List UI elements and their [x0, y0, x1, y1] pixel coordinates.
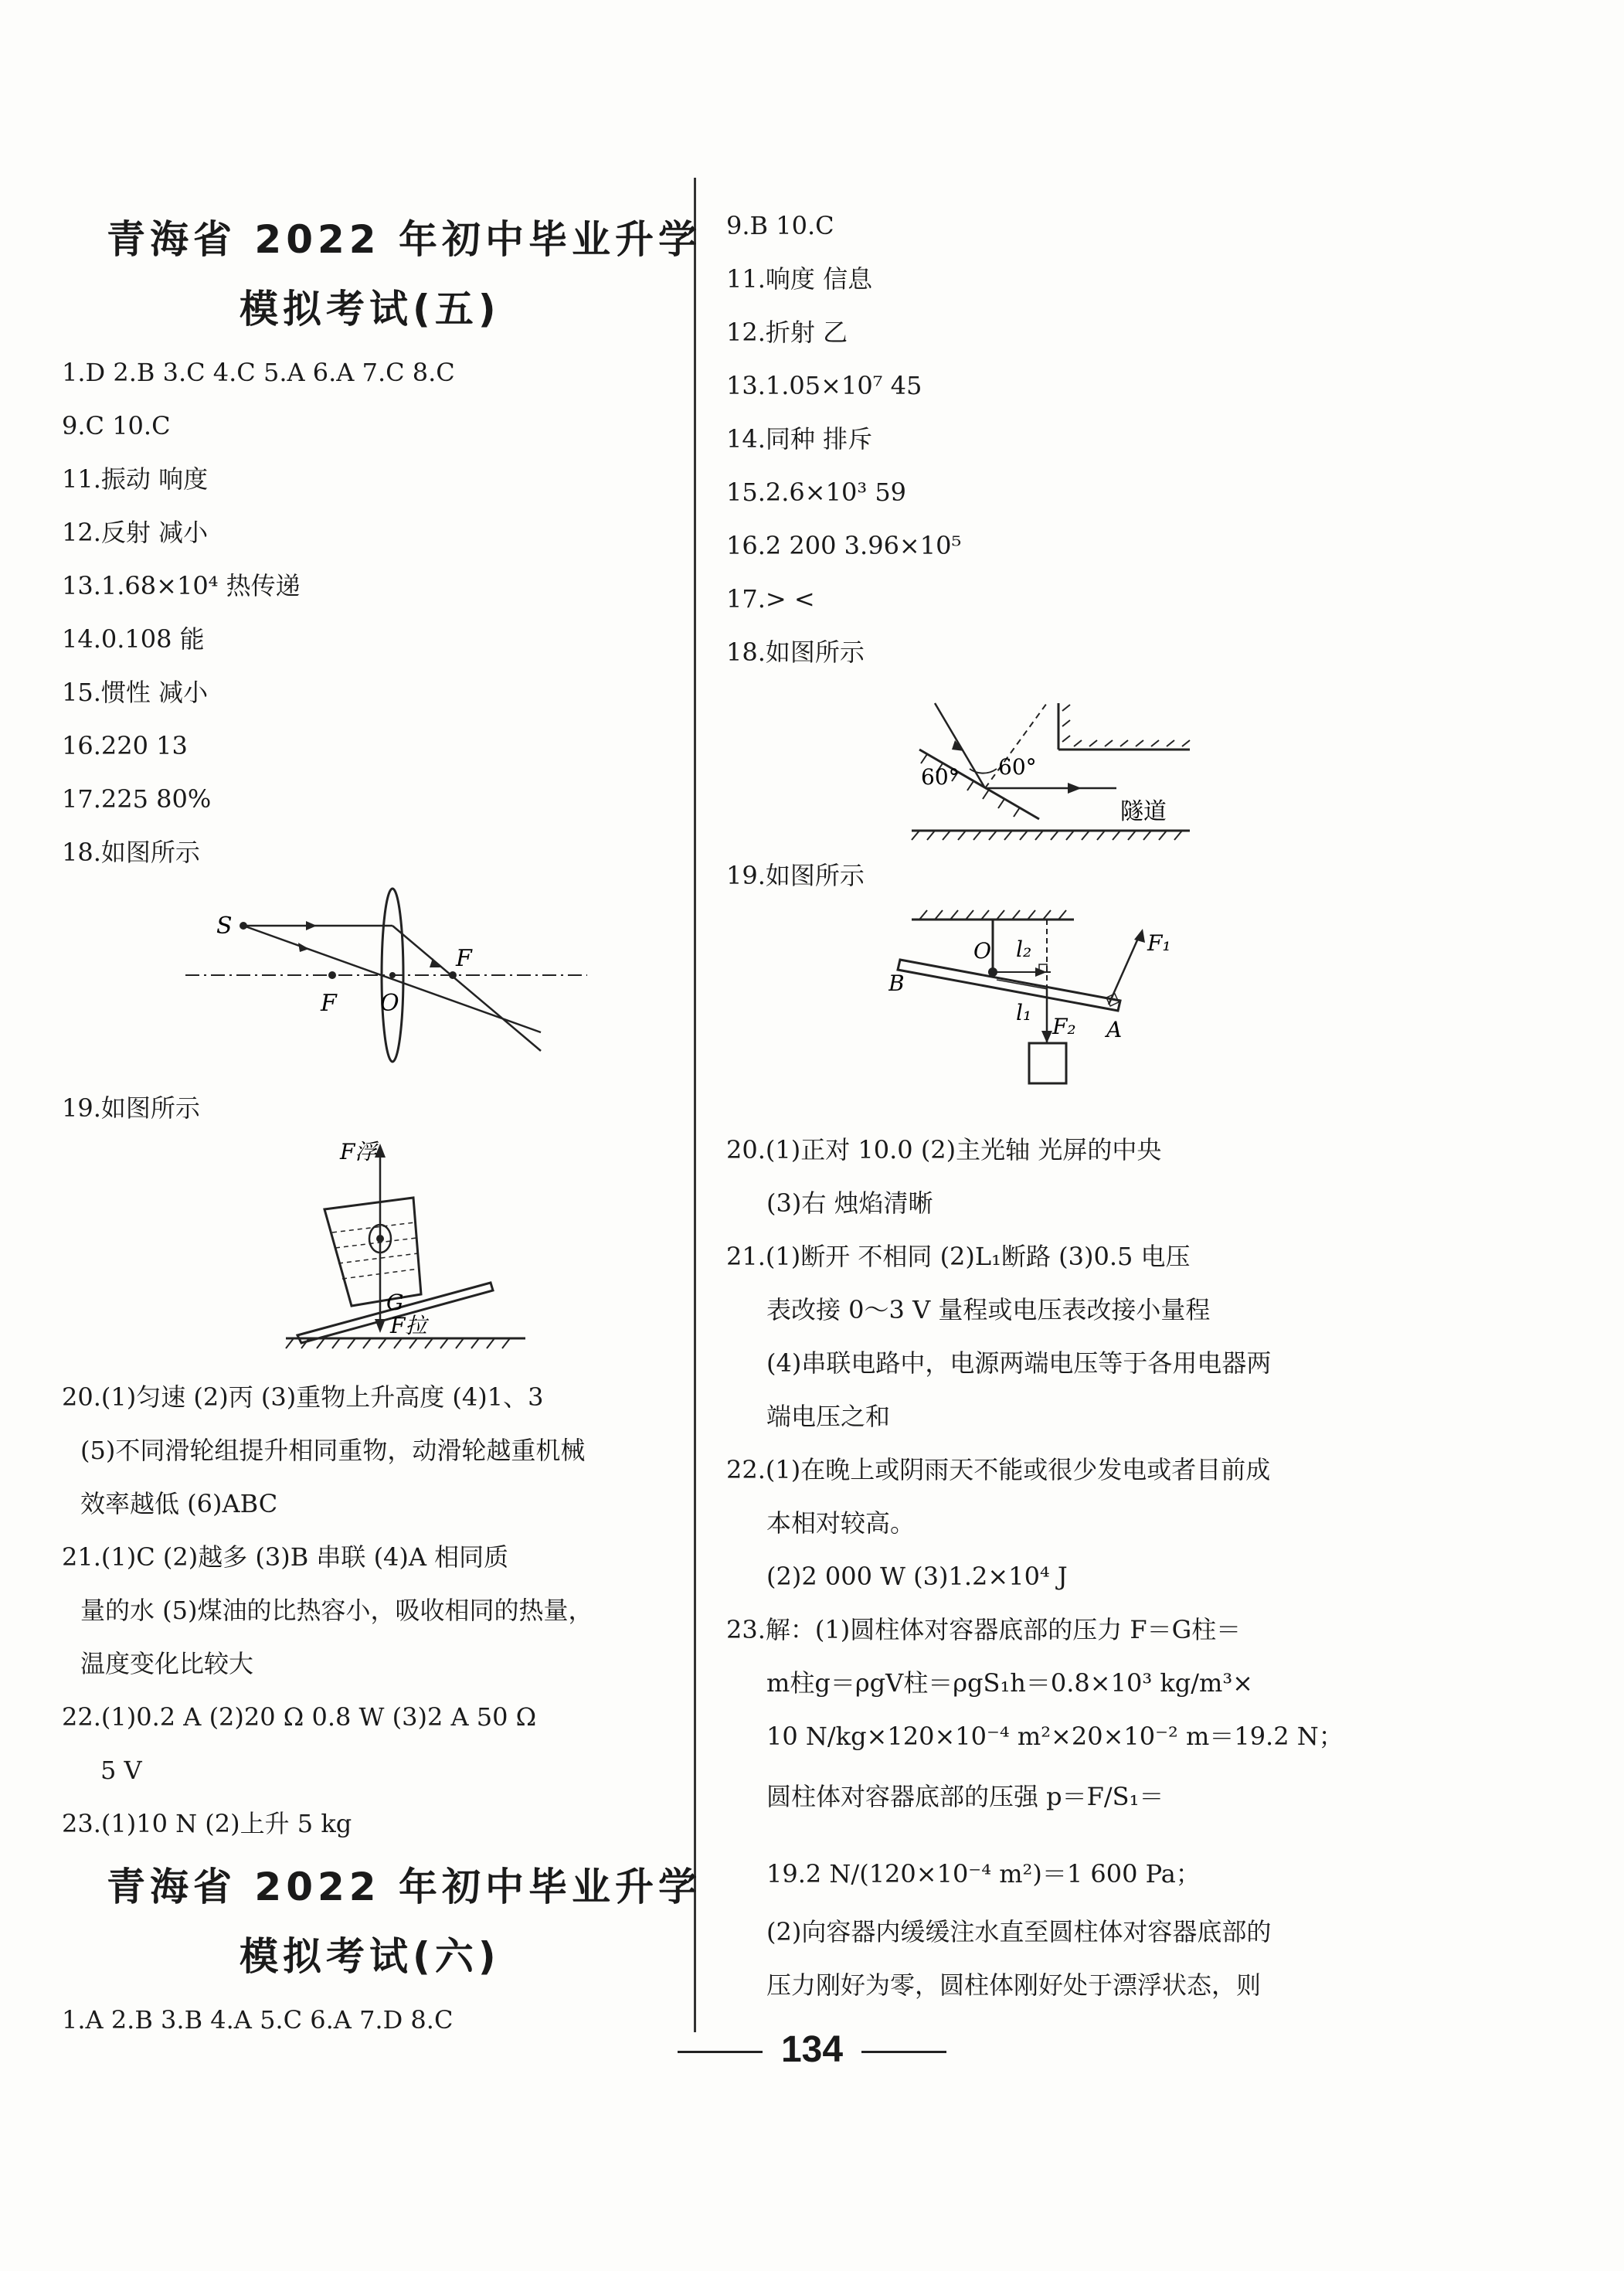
page-number	[0, 2028, 1624, 2071]
answer-line: 21.(1)断开 不相同 (2)L₁断路 (3)0.5 电压	[726, 1242, 1191, 1271]
exam-title-6-line1: 青海省 2022 年初中毕业升学	[107, 1865, 702, 1909]
exam-title-6-line2: 模拟考试(六)	[240, 1934, 501, 1979]
answer-line: 本相对较高。	[766, 1508, 916, 1538]
fig18-label-o: O	[380, 990, 399, 1017]
answer-line: 圆柱体对容器底部的压强 p＝F/S₁＝	[766, 1782, 1164, 1811]
answer-line: 18.如图所示	[62, 838, 200, 867]
column-divider	[694, 178, 696, 2032]
answer-line: 15.惯性 减小	[62, 678, 209, 707]
answer-line: 12.折射 乙	[726, 318, 848, 347]
answer-line: (2)2 000 W (3)1.2×10⁴ J	[766, 1562, 1068, 1591]
buoyancy-diagram	[278, 1136, 533, 1352]
answer-line: 效率越低 (6)ABC	[80, 1489, 278, 1518]
page-number-text: 134	[780, 2029, 844, 2070]
answer-line: 14.同种 排斥	[726, 424, 873, 454]
answer-line: (5)不同滑轮组提升相同重物，动滑轮越重机械	[80, 1436, 586, 1465]
answer-line: 温度变化比较大	[80, 1649, 254, 1678]
answer-line: 17.> <	[726, 584, 815, 614]
fig19r-label-a: A	[1106, 1017, 1123, 1042]
answer-line: 22.(1)在晚上或阴雨天不能或很少发电或者目前成	[726, 1455, 1271, 1484]
answer-line: 16.220 13	[62, 731, 188, 760]
page-number-rule-left	[678, 2051, 763, 2053]
answer-line: m柱g＝ρgV柱＝ρgS₁h＝0.8×10³ kg/m³×	[766, 1668, 1253, 1698]
answer-line: 21.(1)C (2)越多 (3)B 串联 (4)A 相同质	[62, 1542, 509, 1572]
answer-line: 16.2 200 3.96×10⁵	[726, 531, 962, 560]
fig19r-label-l2: l₂	[1016, 937, 1032, 962]
answer-line: 5 V	[100, 1756, 142, 1785]
answer-line: (4)串联电路中，电源两端电压等于各用电器两	[766, 1348, 1272, 1378]
fig19-label-g: G	[386, 1290, 404, 1315]
exam-title-5-line2: 模拟考试(五)	[240, 287, 501, 331]
answer-line: 19.如图所示	[62, 1093, 200, 1123]
page-number-rule-right	[861, 2051, 946, 2053]
fig19-label-pull: F拉	[390, 1313, 427, 1338]
fig18-label-f-left: F	[321, 990, 337, 1017]
fig19r-label-b: B	[888, 971, 905, 996]
tunnel-reflection-diagram	[904, 688, 1198, 842]
answer-line: 表改接 0～3 V 量程或电压表改接小量程	[766, 1295, 1211, 1324]
answer-line: 9.C 10.C	[62, 411, 171, 440]
fig19r-label-f2: F₂	[1052, 1014, 1076, 1039]
answer-line: 10 N/kg×120×10⁻⁴ m²×20×10⁻² m＝19.2 N；	[766, 1722, 1344, 1751]
answer-line: 13.1.05×10⁷ 45	[726, 371, 922, 400]
answer-line: 12.反射 减小	[62, 518, 209, 547]
answer-line: (2)向容器内缓缓注水直至圆柱体对容器底部的	[766, 1917, 1272, 1946]
answer-line: 19.2 N/(120×10⁻⁴ m²)＝1 600 Pa；	[766, 1859, 1201, 1889]
fig19r-label-f1: F₁	[1147, 930, 1171, 956]
answer-line: 23.解：(1)圆柱体对容器底部的压力 F＝G柱＝	[726, 1615, 1242, 1644]
lens-ray-diagram	[178, 881, 595, 1066]
answer-line: 压力刚好为零，圆柱体刚好处于漂浮状态，则	[766, 1970, 1262, 2000]
lever-diagram	[888, 904, 1182, 1105]
answer-line: 量的水 (5)煤油的比热容小，吸收相同的热量，	[80, 1596, 593, 1625]
fig19-label-float: F浮	[340, 1139, 377, 1164]
fig18r-tunnel-label: 隧道	[1120, 798, 1167, 825]
answer-line: 20.(1)匀速 (2)丙 (3)重物上升高度 (4)1、3	[62, 1382, 544, 1412]
answer-line: 20.(1)正对 10.0 (2)主光轴 光屏的中央	[726, 1135, 1162, 1164]
answer-line: 23.(1)10 N (2)上升 5 kg	[62, 1809, 352, 1838]
answer-line: 1.D 2.B 3.C 4.C 5.A 6.A 7.C 8.C	[62, 358, 455, 387]
answer-line: 18.如图所示	[726, 637, 865, 667]
answer-line: 11.振动 响度	[62, 464, 209, 494]
answer-line: 13.1.68×10⁴ 热传递	[62, 571, 301, 600]
answer-line: 9.B 10.C	[726, 211, 834, 240]
answer-line: 端电压之和	[766, 1402, 891, 1431]
fig18r-angle-right: 60°	[998, 754, 1037, 780]
fig18r-angle-left: 60°	[921, 764, 960, 790]
fig19r-label-o: O	[973, 938, 991, 964]
answer-line: 22.(1)0.2 A (2)20 Ω 0.8 W (3)2 A 50 Ω	[62, 1702, 537, 1732]
fig18-label-s: S	[216, 913, 233, 940]
exam-title-5-line1: 青海省 2022 年初中毕业升学	[107, 217, 702, 262]
answer-line: 11.响度 信息	[726, 264, 873, 294]
answer-line: 19.如图所示	[726, 861, 865, 890]
answer-line: 14.0.108 能	[62, 624, 205, 654]
answer-line: 15.2.6×10³ 59	[726, 478, 907, 507]
fig19r-label-l1: l₁	[1016, 1000, 1032, 1025]
answer-line: 1.A 2.B 3.B 4.A 5.C 6.A 7.D 8.C	[62, 2005, 454, 2035]
fig18-label-f-right: F	[456, 945, 472, 972]
answer-line: 17.225 80%	[62, 784, 212, 814]
answer-line: (3)右 烛焰清晰	[766, 1188, 933, 1218]
